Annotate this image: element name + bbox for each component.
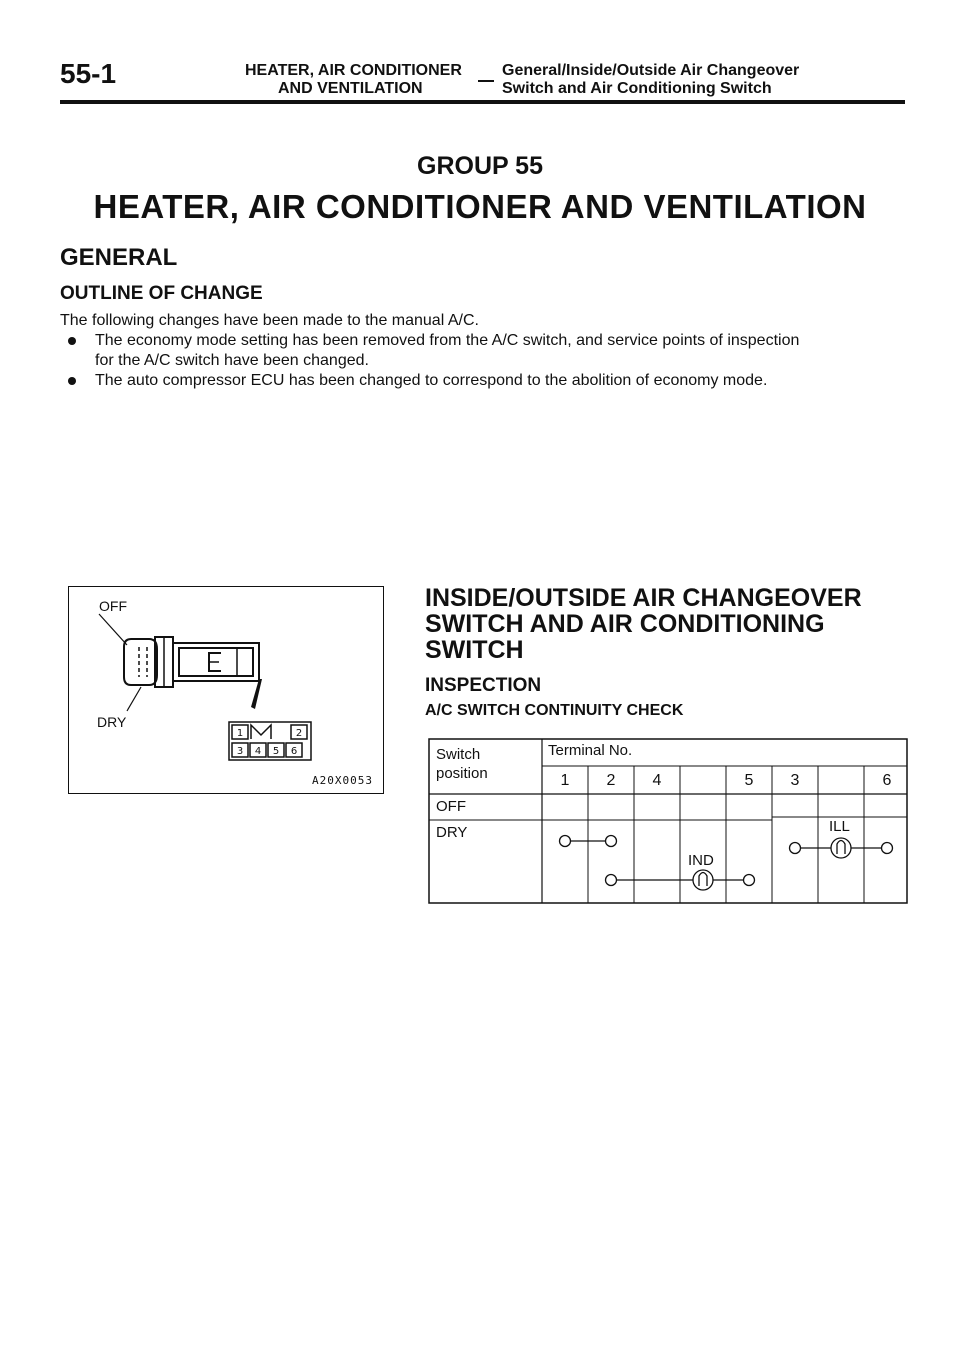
bullet-icon <box>68 337 76 345</box>
header-topic-line1: General/Inside/Outside Air Changeover <box>502 62 800 79</box>
label-ill: ILL <box>829 818 850 835</box>
row-header-line1: Switch <box>436 746 481 763</box>
bullet-2-line1: The auto compressor ECU has been changed to correspond to the abolition of economy mode. <box>95 372 768 389</box>
header-section-line2: AND VENTILATION <box>278 80 423 97</box>
pin-label: 4 <box>254 746 262 757</box>
terminal-header: 4 <box>652 772 662 789</box>
bullet-icon <box>68 377 76 385</box>
terminal-header: 5 <box>744 772 754 789</box>
bullet-1-line1: The economy mode setting has been removed from the A/C switch, and service points of inspection <box>95 332 800 349</box>
pin-label: 5 <box>272 746 280 757</box>
terminal-header: 3 <box>790 772 800 789</box>
bullet-1-line2: for the A/C switch have been changed. <box>95 352 369 369</box>
terminal-header: 6 <box>882 772 892 789</box>
check-title: A/C SWITCH CONTINUITY CHECK <box>425 702 684 719</box>
terminal-header: 2 <box>606 772 616 789</box>
inspection-heading: INSPECTION <box>425 675 542 696</box>
terminal-header: 1 <box>560 772 570 789</box>
header-separator <box>478 80 494 82</box>
page-title: HEATER, AIR CONDITIONER AND VENTILATION <box>93 188 867 225</box>
general-heading: GENERAL <box>60 244 178 271</box>
header-topic-line2: Switch and Air Conditioning Switch <box>502 80 772 97</box>
label-off: OFF <box>99 598 127 614</box>
continuity-table <box>428 738 908 904</box>
pin-label: 3 <box>236 746 244 757</box>
group-label: GROUP 55 <box>417 152 543 180</box>
header-rule <box>60 100 905 104</box>
figure-code: A20X0053 <box>312 774 373 787</box>
outline-heading: OUTLINE OF CHANGE <box>60 283 263 304</box>
row-position-off: OFF <box>436 798 466 815</box>
section-title-line2: SWITCH AND AIR CONDITIONING <box>425 610 825 638</box>
section-title-line3: SWITCH <box>425 636 524 664</box>
page-number: 55-1 <box>60 58 117 89</box>
pin-label: 6 <box>290 746 298 757</box>
switch-illustration <box>69 587 385 795</box>
column-group-header: Terminal No. <box>548 742 633 759</box>
intro-text: The following changes have been made to the manual A/C. <box>60 312 479 329</box>
label-ind: IND <box>688 852 714 869</box>
header-section-line1: HEATER, AIR CONDITIONER <box>245 62 462 79</box>
label-dry: DRY <box>97 714 127 730</box>
switch-figure <box>68 586 384 794</box>
pin-label: 1 <box>236 728 244 739</box>
connection-3-6-ill <box>790 838 893 858</box>
row-header-line2: position <box>436 765 488 782</box>
section-title-line1: INSIDE/OUTSIDE AIR CHANGEOVER <box>425 584 862 612</box>
pin-label: 2 <box>295 728 303 739</box>
row-position-dry: DRY <box>436 824 468 841</box>
